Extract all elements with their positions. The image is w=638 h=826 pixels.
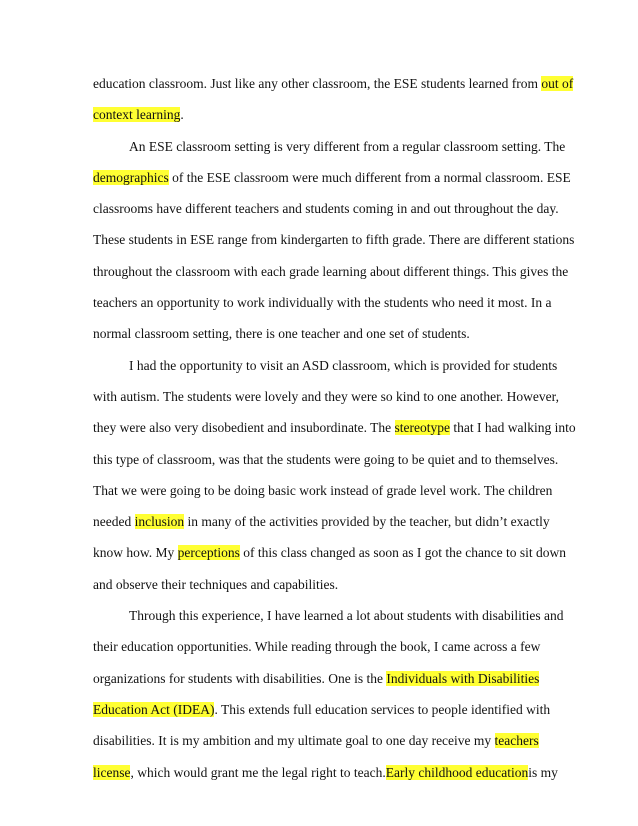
highlighted-term: teachers: [494, 733, 539, 749]
highlighted-term: perceptions: [177, 545, 240, 561]
highlighted-term: Individuals with Disabilities: [386, 670, 540, 686]
highlighted-term: license: [93, 764, 131, 780]
text-segment: , which would grant me the legal right to teach.: [130, 764, 386, 780]
text-line: [93, 193, 559, 224]
text-line: [93, 131, 566, 162]
text-segment: . This extends full education services to people identified with: [214, 701, 551, 717]
text-segment: they were also very disobedient and insubordinate. The: [93, 420, 395, 436]
text-segment: That we were going to be doing basic work instead of grade level work. The children: [93, 482, 553, 498]
text-segment: this type of classroom, was that the students were going to be quiet and to themselves.: [93, 451, 559, 467]
text-line: [93, 537, 567, 568]
text-segment: know how. My: [93, 545, 178, 561]
text-line: [93, 600, 564, 631]
text-line: [93, 412, 576, 443]
text-line: [93, 725, 553, 756]
text-segment: education classroom. Just like any other classroom, the ESE students learned from: [93, 76, 542, 91]
text-line: [93, 694, 553, 725]
text-segment: their education opportunities. While reading through the book, I came across a few: [93, 639, 541, 655]
highlighted-term: out of: [541, 76, 574, 91]
text-segment: .: [180, 107, 184, 123]
text-segment: with autism. The students were lovely and they were so kind to one another. However,: [93, 388, 559, 404]
text-segment: of the ESE classroom were much different from a normal classroom. ESE: [168, 169, 571, 185]
highlighted-term: Education Act (IDEA): [93, 701, 215, 717]
text-line: [93, 68, 574, 99]
text-segment: I had the opportunity to visit an ASD classroom, which is provided for students: [129, 357, 558, 373]
text-segment: teachers an opportunity to work individually with the students who need it most. In a: [93, 295, 552, 311]
text-line: [93, 506, 553, 537]
text-line: [93, 256, 569, 287]
highlighted-term: stereotype: [394, 420, 451, 436]
text-segment: classrooms have different teachers and students coming in and out throughout the day.: [93, 201, 559, 217]
text-line: [93, 287, 553, 318]
text-segment: needed: [93, 514, 135, 530]
highlighted-term: demographics: [93, 169, 169, 185]
text-segment: that I had walking into: [450, 420, 576, 436]
body-text: [93, 68, 576, 788]
text-line: [93, 444, 559, 475]
text-segment: Through this experience, I have learned a lot about students with disabilities and: [129, 608, 564, 624]
highlighted-term: Early childhood education: [385, 764, 529, 780]
text-line: [93, 162, 571, 193]
highlighted-term: context learning: [93, 107, 181, 123]
text-segment: organizations for students with disabilities. One is the: [93, 670, 387, 686]
text-line: [93, 631, 553, 662]
text-line: [93, 757, 558, 788]
text-segment: is my: [528, 764, 558, 780]
text-line: [93, 381, 559, 412]
text-segment: of this class changed as soon as I got the chance to sit down: [239, 545, 567, 561]
text-segment: throughout the classroom with each grade learning about different things. This gives the: [93, 263, 569, 279]
text-line: [93, 569, 553, 600]
text-segment: normal classroom setting, there is one teacher and one set of students.: [93, 326, 470, 342]
text-segment: disabilities. It is my ambition and my ultimate goal to one day receive my: [93, 733, 495, 749]
text-segment: and observe their techniques and capabilities.: [93, 576, 339, 592]
text-segment: in many of the activities provided by the teacher, but didn’t exactly: [184, 514, 550, 530]
highlighted-term: inclusion: [134, 514, 185, 530]
text-line: [93, 663, 553, 694]
text-segment: These students in ESE range from kindergarten to fifth grade. There are different stations: [93, 232, 575, 248]
text-line: [93, 350, 558, 381]
text-segment: An ESE classroom setting is very different from a regular classroom setting. The: [129, 138, 566, 154]
text-line: [93, 475, 553, 506]
text-line: [93, 318, 553, 349]
text-line: [93, 99, 553, 130]
text-line: [93, 224, 575, 255]
